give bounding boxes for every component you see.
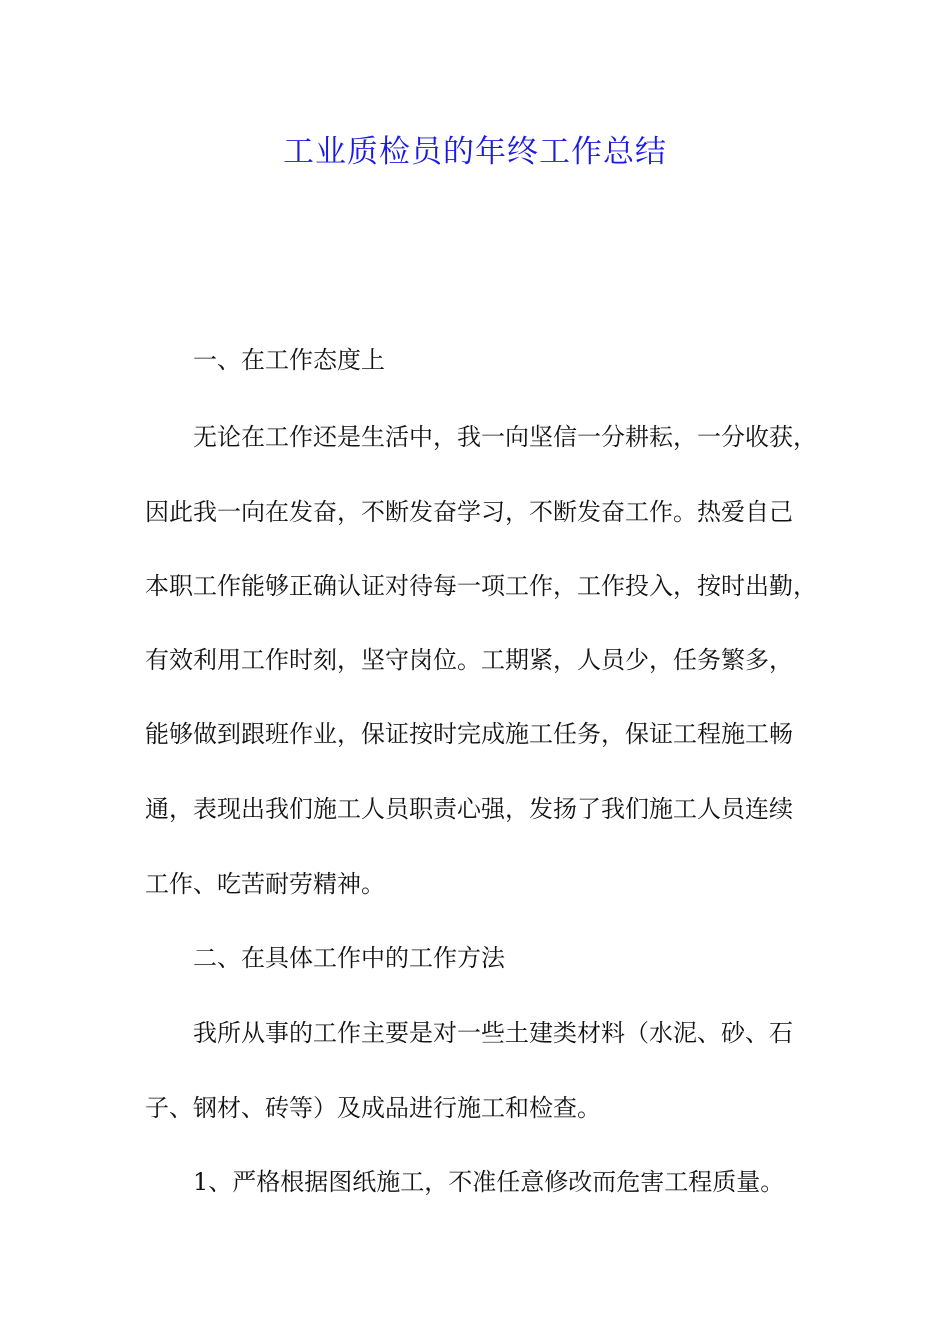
paragraph-line: 能够做到跟班作业，保证按时完成施工任务，保证工程施工畅 (145, 720, 793, 748)
paragraph-line: 因此我一向在发奋，不断发奋学习，不断发奋工作。热爱自己 (145, 498, 793, 526)
paragraph-line: 子、钢材、砖等）及成品进行施工和检查。 (145, 1094, 601, 1122)
list-item: 1、严格根据图纸施工，不准任意修改而危害工程质量。 (193, 1168, 785, 1196)
section-heading-methods: 二、在具体工作中的工作方法 (193, 944, 505, 972)
paragraph-line: 无论在工作还是生活中，我一向坚信一分耕耘，一分收获， (193, 423, 817, 451)
paragraph-line: 有效利用工作时刻，坚守岗位。工期紧，人员少，任务繁多， (145, 646, 793, 674)
paragraph-line: 本职工作能够正确认证对待每一项工作，工作投入，按时出勤， (145, 572, 817, 600)
section-heading-attitude: 一、在工作态度上 (193, 346, 385, 374)
document-title: 工业质检员的年终工作总结 (283, 134, 667, 170)
paragraph-line: 工作、吃苦耐劳精神。 (145, 870, 385, 898)
paragraph-line: 我所从事的工作主要是对一些土建类材料（水泥、砂、石 (193, 1019, 793, 1047)
paragraph-line: 通，表现出我们施工人员职责心强，发扬了我们施工人员连续 (145, 795, 793, 823)
